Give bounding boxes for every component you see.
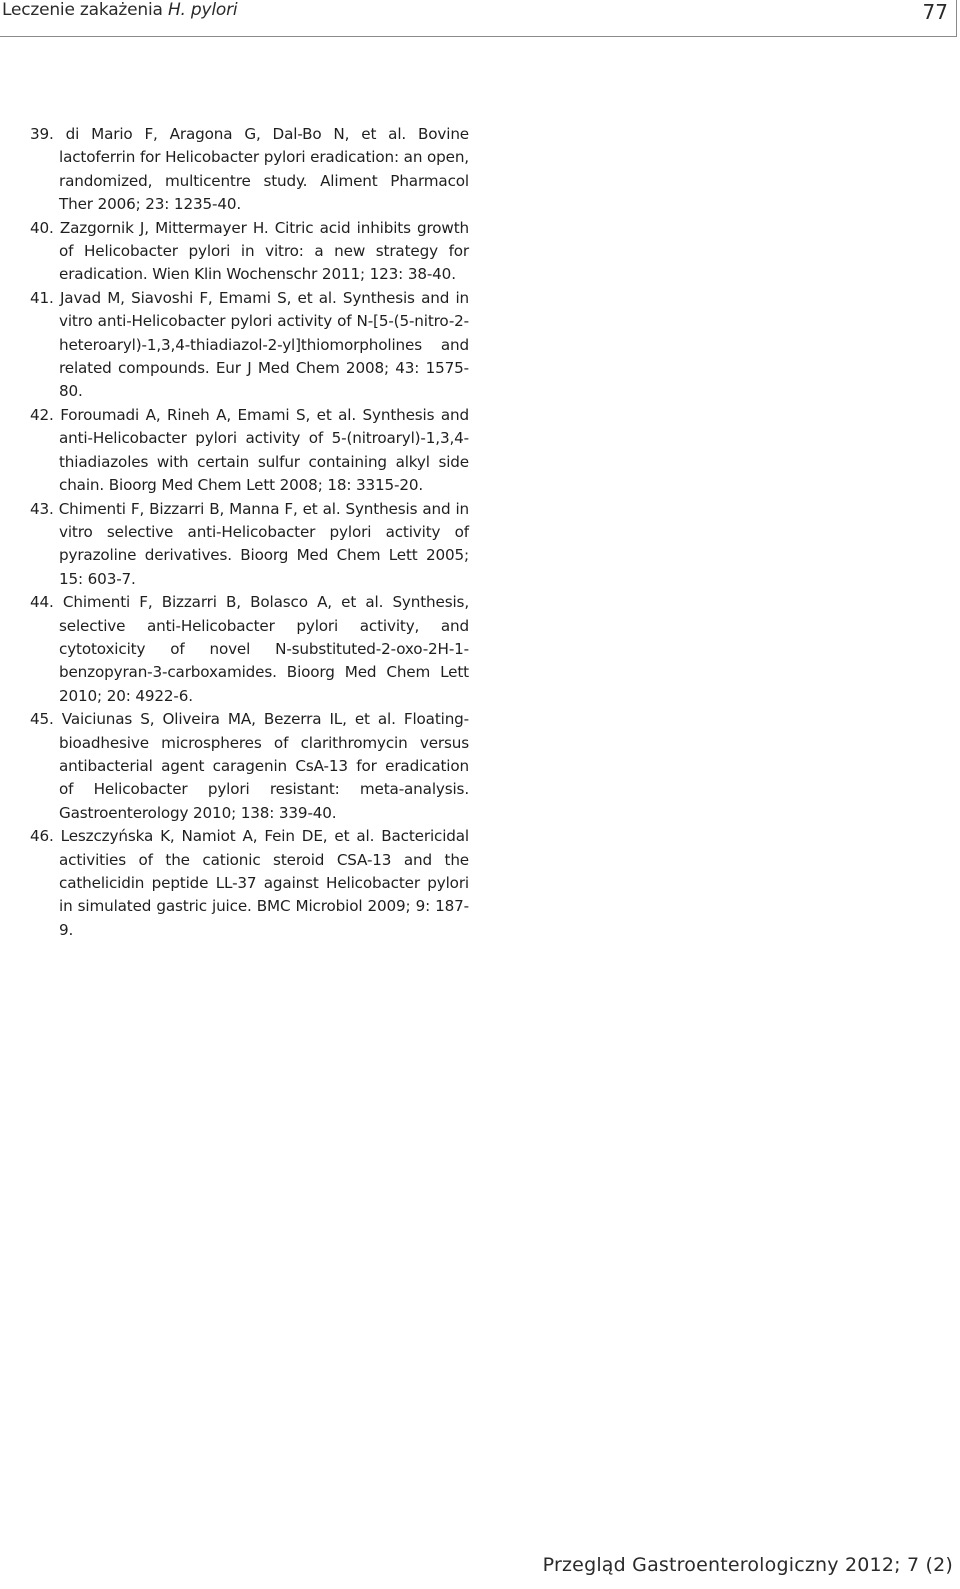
- reference-item: 43. Chimenti F, Bizzarri B, Manna F, et al. Synthesis and in vitro selective anti-Helicobacter pylori activity of pyrazoline derivatives. Bioorg Med Chem Lett 2005; 15: 603-7.: [30, 499, 469, 588]
- header-title-prefix: Leczenie zakażenia: [2, 0, 168, 20]
- reference-item: 41. Javad M, Siavoshi F, Emami S, et al. Synthesis and in vitro anti-Helicobacter pylori activity of N-[5-(5-nitro-2-heteroaryl)-1,3,4-thiadiazol-2-yl]thiomorpholines and related compounds. Eur J Med Chem 2008; 43: 1575-80.: [30, 288, 469, 401]
- reference-item: 40. Zazgornik J, Mittermayer H. Citric acid inhibits growth of Helicobacter pylori in vitro: a new strategy for eradication. Wien Klin Wochenschr 2011; 123: 38-40.: [30, 218, 469, 284]
- reference-item: 45. Vaiciunas S, Oliveira MA, Bezerra IL, et al. Floating-bioadhesive microspheres of clarithromycin versus antibacterial agent caragenin CsA-13 for eradication of Helicobacter pylori resistant: meta-analysis. Gastroenterology 2010; 138: 339-40.: [30, 710, 469, 822]
- header-title: [2, 0, 237, 20]
- reference-item: 44. Chimenti F, Bizzarri B, Bolasco A, et al. Synthesis, selective anti-Helicobacter pylori activity, and cytotoxicity of novel N-substituted-2-oxo-2H-1-benzopyran-3-carboxamides. Bioorg Med Chem Lett 2010; 20: 4922-6.: [30, 593, 469, 705]
- page-number: 77: [922, 0, 948, 24]
- reference-item: 46. Leszczyńska K, Namiot A, Fein DE, et al. Bactericidal activities of the cationic steroid CSA-13 and the cathelicidin peptide LL-37 against Helicobacter pylori in simulated gastric juice. BMC Microbiol 2009; 9: 187-9.: [30, 827, 469, 939]
- header-title-italic: H. pylori: [167, 0, 238, 20]
- running-header: [0, 0, 957, 37]
- journal-footer: Przegląd Gastroenterologiczny 2012; 7 (2): [542, 1554, 953, 1576]
- reference-item: 42. Foroumadi A, Rineh A, Emami S, et al. Synthesis and anti-Helicobacter pylori activity of 5-(nitroaryl)-1,3,4-thiadiazoles with certain sulfur containing alkyl side chain. Bioorg Med Chem Lett 2008; 18: 3315-20.: [30, 405, 469, 495]
- reference-list: [30, 123, 469, 942]
- reference-item: 39. di Mario F, Aragona G, Dal-Bo N, et al. Bovine lactoferrin for Helicobacter pylori eradication: an open, randomized, multicentre study. Aliment Pharmacol Ther 2006; 23: 1235-40.: [30, 125, 469, 214]
